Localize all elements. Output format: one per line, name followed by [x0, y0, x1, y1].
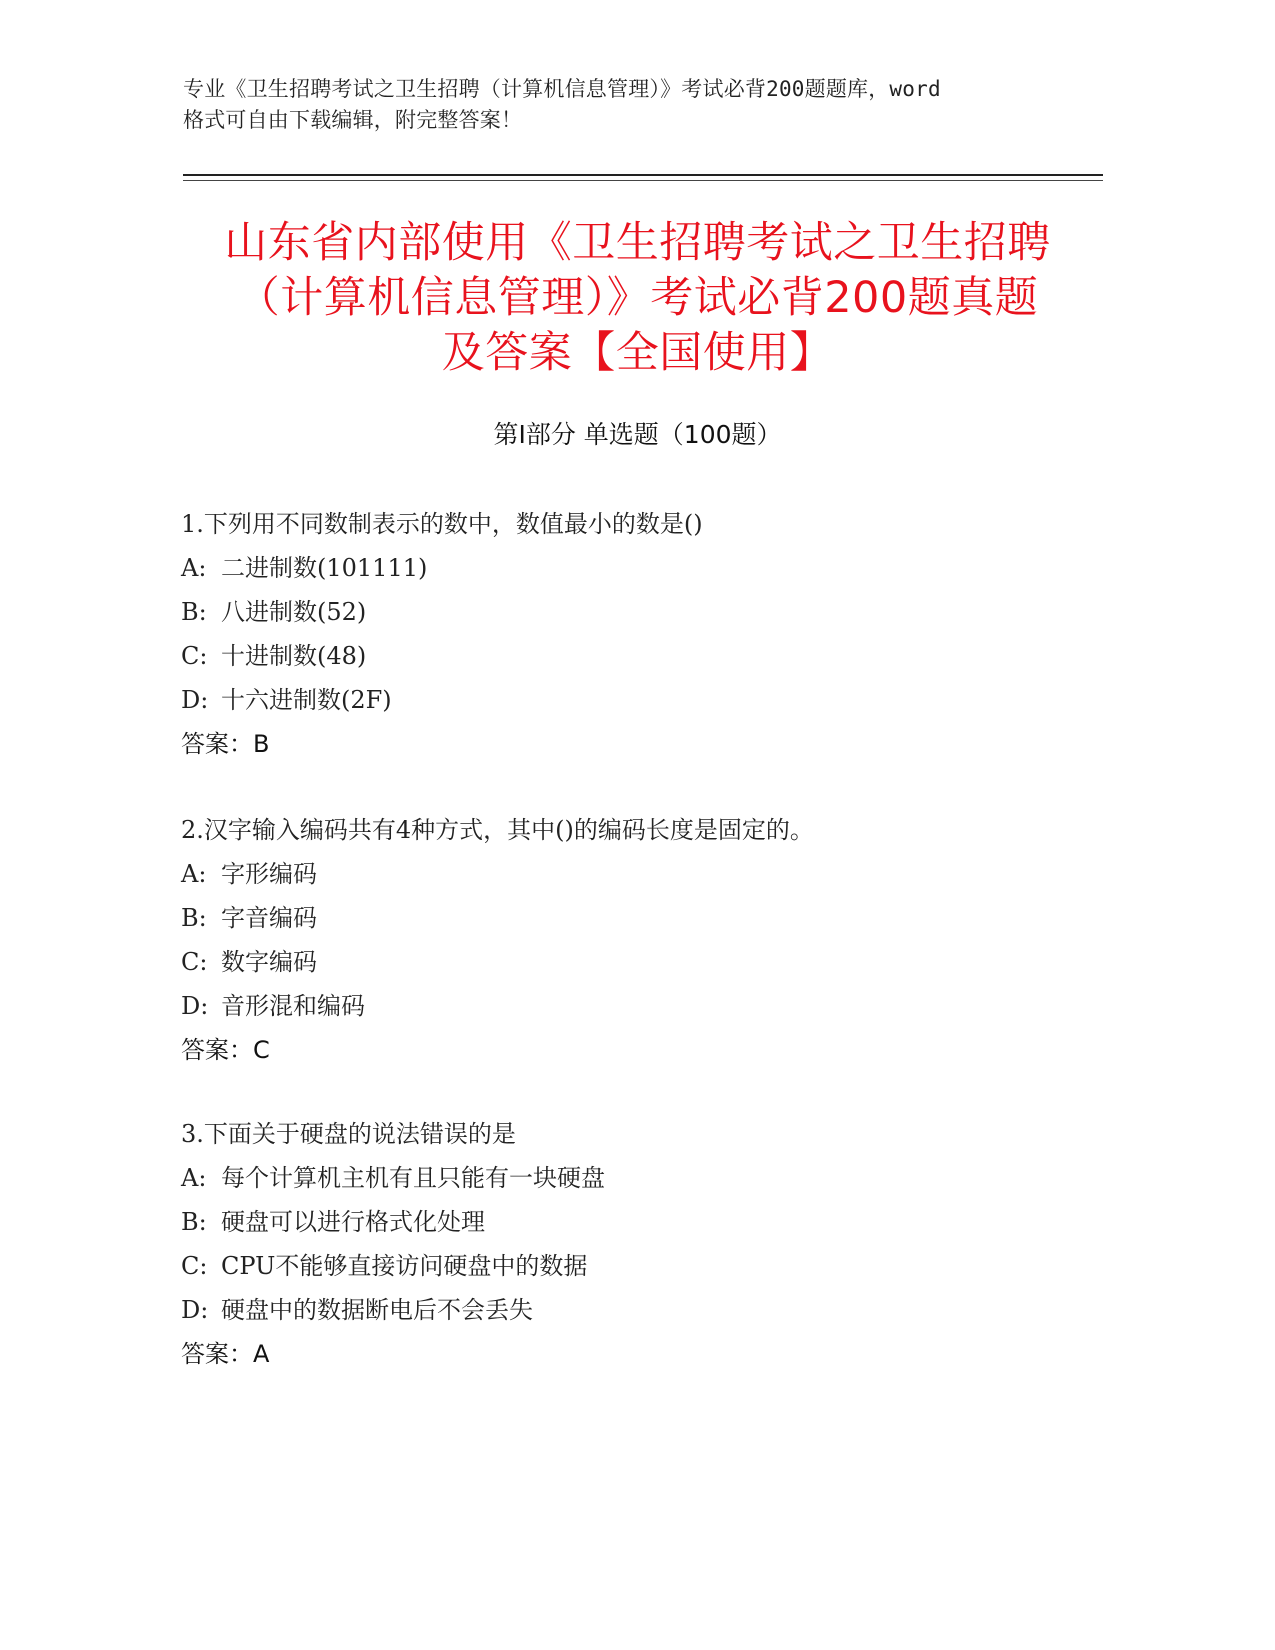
- option-b: [181, 590, 1101, 634]
- option-b: [181, 1200, 1101, 1244]
- option-a: [181, 546, 1101, 590]
- option-key: D:: [181, 1296, 209, 1324]
- option-key: C:: [181, 1252, 208, 1280]
- option-key: B:: [181, 598, 207, 626]
- option-text: 硬盘中的数据断电后不会丢失: [221, 1296, 533, 1324]
- option-text: 字形编码: [221, 860, 317, 888]
- option-text: 十进制数(48): [221, 642, 367, 670]
- option-b: [181, 896, 1101, 940]
- option-key: D:: [181, 686, 209, 714]
- option-a: [181, 852, 1101, 896]
- option-key: A:: [181, 1164, 207, 1192]
- option-c: [181, 634, 1101, 678]
- option-key: B:: [181, 1208, 207, 1236]
- header-divider-thick: [183, 174, 1103, 176]
- option-text: 音形混和编码: [221, 992, 365, 1020]
- header-note: [183, 74, 1083, 136]
- option-text: CPU不能够直接访问硬盘中的数据: [221, 1252, 588, 1280]
- answer-line: 答案：B: [181, 730, 270, 758]
- answer-line: 答案：C: [181, 1036, 270, 1064]
- header-note-line-1: 专业《卫生招聘考试之卫生招聘（计算机信息管理）》考试必背200题题库，word: [183, 77, 941, 101]
- section-heading: 第Ⅰ部分 单选题（100题）: [493, 420, 782, 449]
- option-d: [181, 678, 1101, 722]
- option-key: C:: [181, 948, 208, 976]
- option-text: 二进制数(101111): [221, 554, 428, 582]
- question-1: [181, 502, 1101, 766]
- document-title: [160, 216, 1115, 381]
- option-c: [181, 940, 1101, 984]
- header-note-line-2: 格式可自由下载编辑，附完整答案！: [183, 108, 523, 132]
- question-stem: 2.汉字输入编码共有4种方式，其中()的编码长度是固定的。: [181, 816, 814, 844]
- option-text: 十六进制数(2F): [221, 686, 392, 714]
- answer-line: 答案：A: [181, 1340, 270, 1368]
- option-text: 硬盘可以进行格式化处理: [221, 1208, 485, 1236]
- question-3: [181, 1112, 1101, 1376]
- question-2: [181, 808, 1101, 1072]
- option-key: C:: [181, 642, 208, 670]
- document-title-line-2: （计算机信息管理）》考试必背200题真题: [236, 273, 1039, 323]
- option-key: A:: [181, 554, 207, 582]
- question-stem: 3.下面关于硬盘的说法错误的是: [181, 1120, 516, 1148]
- header-divider-thin: [183, 180, 1103, 181]
- option-a: [181, 1156, 1101, 1200]
- question-stem: 1.下列用不同数制表示的数中，数值最小的数是(): [181, 510, 703, 538]
- option-text: 每个计算机主机有且只能有一块硬盘: [221, 1164, 605, 1192]
- option-text: 字音编码: [221, 904, 317, 932]
- option-key: B:: [181, 904, 207, 932]
- option-c: [181, 1244, 1101, 1288]
- option-text: 数字编码: [221, 948, 317, 976]
- option-key: A:: [181, 860, 207, 888]
- document-title-line-3: 及答案【全国使用】: [441, 328, 834, 378]
- option-key: D:: [181, 992, 209, 1020]
- option-d: [181, 1288, 1101, 1332]
- document-title-line-1: 山东省内部使用《卫生招聘考试之卫生招聘: [224, 218, 1051, 268]
- option-text: 八进制数(52): [221, 598, 367, 626]
- option-d: [181, 984, 1101, 1028]
